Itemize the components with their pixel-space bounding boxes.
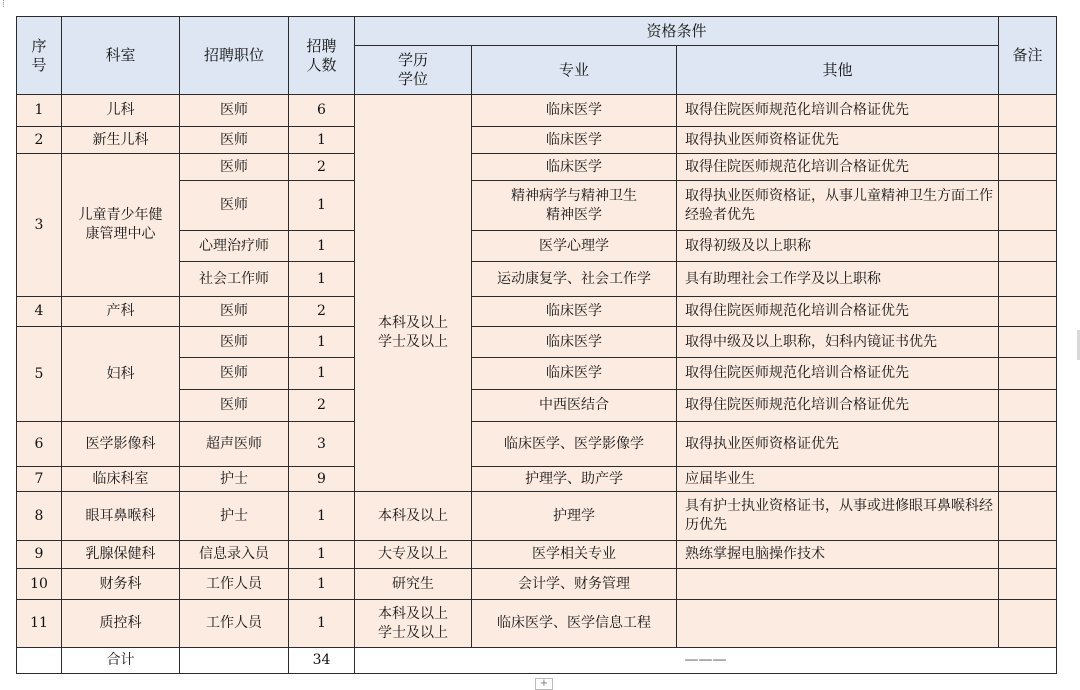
cell-dept: 新生儿科 [62,127,180,154]
cell-position: 工作人员 [180,569,289,600]
cell-dept: 儿童青少年健康管理中心 [62,154,180,297]
cell-count: 2 [289,390,355,422]
cell-remark [999,231,1057,262]
cell-seq: 4 [17,297,62,327]
cell-position: 医师 [180,181,289,231]
cell-seq: 5 [17,327,62,422]
cell-count: 9 [289,467,355,492]
cell-dept: 乳腺保健科 [62,541,180,569]
table-row [17,297,1057,327]
cell-other: 取得住院医师规范化培训合格证优先 [677,358,999,390]
cell-position: 医师 [180,154,289,181]
cell-major: 护理学 [472,492,677,541]
cell-position: 超声医师 [180,422,289,467]
header-count: 招聘 人数 [289,17,355,95]
cell-other: 应届毕业生 [677,467,999,492]
cell-count: 2 [289,297,355,327]
cell-remark [999,600,1057,648]
cell-other [677,569,999,600]
cell-education: 大专及以上 [355,541,472,569]
cell-other: 取得执业医师资格证优先 [677,422,999,467]
total-label: 合计 [62,648,180,674]
cell-count: 1 [289,127,355,154]
cell-major: 临床医学 [472,297,677,327]
header-other: 其他 [677,46,999,95]
cell-seq: 11 [17,600,62,648]
cell-education: 本科及以上 学士及以上 [355,600,472,648]
cell-count: 1 [289,569,355,600]
cell-count: 1 [289,358,355,390]
cell-other: 具有助理社会工作学及以上职称 [677,262,999,297]
cell-count: 3 [289,422,355,467]
header-education: 学历 学位 [355,46,472,95]
table-row [17,327,1057,358]
cell-other: 熟练掌握电脑操作技术 [677,541,999,569]
table-row [17,95,1057,127]
cell-dept: 财务科 [62,569,180,600]
cell-dept: 妇科 [62,327,180,422]
cell-other: 取得执业医师资格证，从事儿童精神卫生方面工作经验者优先 [677,181,999,231]
cell-major: 临床医学 [472,358,677,390]
cell-major: 临床医学 [472,95,677,127]
cell-education: 本科及以上 [355,492,472,541]
cell-remark [999,297,1057,327]
cell-count: 1 [289,262,355,297]
header-position: 招聘职位 [180,17,289,95]
total-count: 34 [289,648,355,674]
header-major: 专业 [472,46,677,95]
cell-position: 医师 [180,358,289,390]
cell-major: 中西医结合 [472,390,677,422]
cell-remark [999,422,1057,467]
cell-remark [999,154,1057,181]
cell-other: 取得初级及以上职称 [677,231,999,262]
cell-seq: 2 [17,127,62,154]
table-row [17,467,1057,492]
cell-count: 1 [289,541,355,569]
cell-seq: 6 [17,422,62,467]
cell-count: 1 [289,231,355,262]
cell-major: 临床医学 [472,154,677,181]
cell-seq: 10 [17,569,62,600]
cell-remark [999,569,1057,600]
cell-dept: 医学影像科 [62,422,180,467]
cell-other: 取得住院医师规范化培训合格证优先 [677,154,999,181]
cell-count: 1 [289,181,355,231]
cell-position: 心理治疗师 [180,231,289,262]
table-row [17,492,1057,541]
cell-position: 社会工作师 [180,262,289,297]
cell-position: 信息录入员 [180,541,289,569]
cell-seq: 3 [17,154,62,297]
cell-position [180,648,289,674]
cell-major: 临床医学 [472,127,677,154]
cell-major: 临床医学、医学信息工程 [472,600,677,648]
cell-other: 取得住院医师规范化培训合格证优先 [677,390,999,422]
recruitment-table [16,16,1057,674]
cell-dept: 眼耳鼻喉科 [62,492,180,541]
header-seq: 序 号 [17,17,62,95]
cell-major: 会计学、财务管理 [472,569,677,600]
header-remark: 备注 [999,17,1057,95]
cell-other: 具有护士执业资格证书，从事或进修眼耳鼻喉科经历优先 [677,492,999,541]
cell-dept: 产科 [62,297,180,327]
cell-position: 医师 [180,327,289,358]
cell-major: 医学相关专业 [472,541,677,569]
cell-position: 护士 [180,492,289,541]
cell-remark [999,181,1057,231]
table-total-row [17,648,1057,674]
table-row [17,569,1057,600]
table-row [17,154,1057,181]
cell-education-merged: 本科及以上 学士及以上 [355,95,472,492]
table-row [17,600,1057,648]
cell-major: 运动康复学、社会工作学 [472,262,677,297]
cell-position: 护士 [180,467,289,492]
cell-remark [999,541,1057,569]
cell-major: 护理学、助产学 [472,467,677,492]
cell-count: 6 [289,95,355,127]
cell-remark [999,127,1057,154]
cell-remark [999,492,1057,541]
header-dept: 科室 [62,17,180,95]
cell-position: 医师 [180,390,289,422]
cell-seq: 8 [17,492,62,541]
cell-count: 1 [289,327,355,358]
cell-other: 取得住院医师规范化培训合格证优先 [677,95,999,127]
cell-seq: 9 [17,541,62,569]
corner-mark: ⁞ [2,0,5,10]
cell-other: 取得中级及以上职称，妇科内镜证书优先 [677,327,999,358]
cell-remark [999,467,1057,492]
cell-remark [999,358,1057,390]
header-qualification: 资格条件 [355,17,999,46]
cell-seq: 7 [17,467,62,492]
table-row [17,422,1057,467]
cell-count: 1 [289,492,355,541]
table-row [17,127,1057,154]
cell-remark [999,327,1057,358]
cell-major: 精神病学与精神卫生 精神医学 [472,181,677,231]
cell-remark [999,390,1057,422]
cell-position: 医师 [180,95,289,127]
cell-other [677,600,999,648]
cell-remark [999,262,1057,297]
cell-other: 取得执业医师资格证优先 [677,127,999,154]
cell-position: 医师 [180,127,289,154]
cell-dept: 临床科室 [62,467,180,492]
total-dash: ——— [355,648,1057,674]
cell-seq [17,648,62,674]
cell-dept: 儿科 [62,95,180,127]
cell-position: 工作人员 [180,600,289,648]
cell-other: 取得住院医师规范化培训合格证优先 [677,297,999,327]
cell-major: 临床医学 [472,327,677,358]
cell-major: 临床医学、医学影像学 [472,422,677,467]
cell-seq: 1 [17,95,62,127]
add-row-button[interactable]: + [535,678,553,690]
cell-count: 2 [289,154,355,181]
cell-remark [999,95,1057,127]
cell-position: 医师 [180,297,289,327]
table-row [17,541,1057,569]
cell-dept: 质控科 [62,600,180,648]
cell-count: 1 [289,600,355,648]
cell-major: 医学心理学 [472,231,677,262]
cell-education: 研究生 [355,569,472,600]
